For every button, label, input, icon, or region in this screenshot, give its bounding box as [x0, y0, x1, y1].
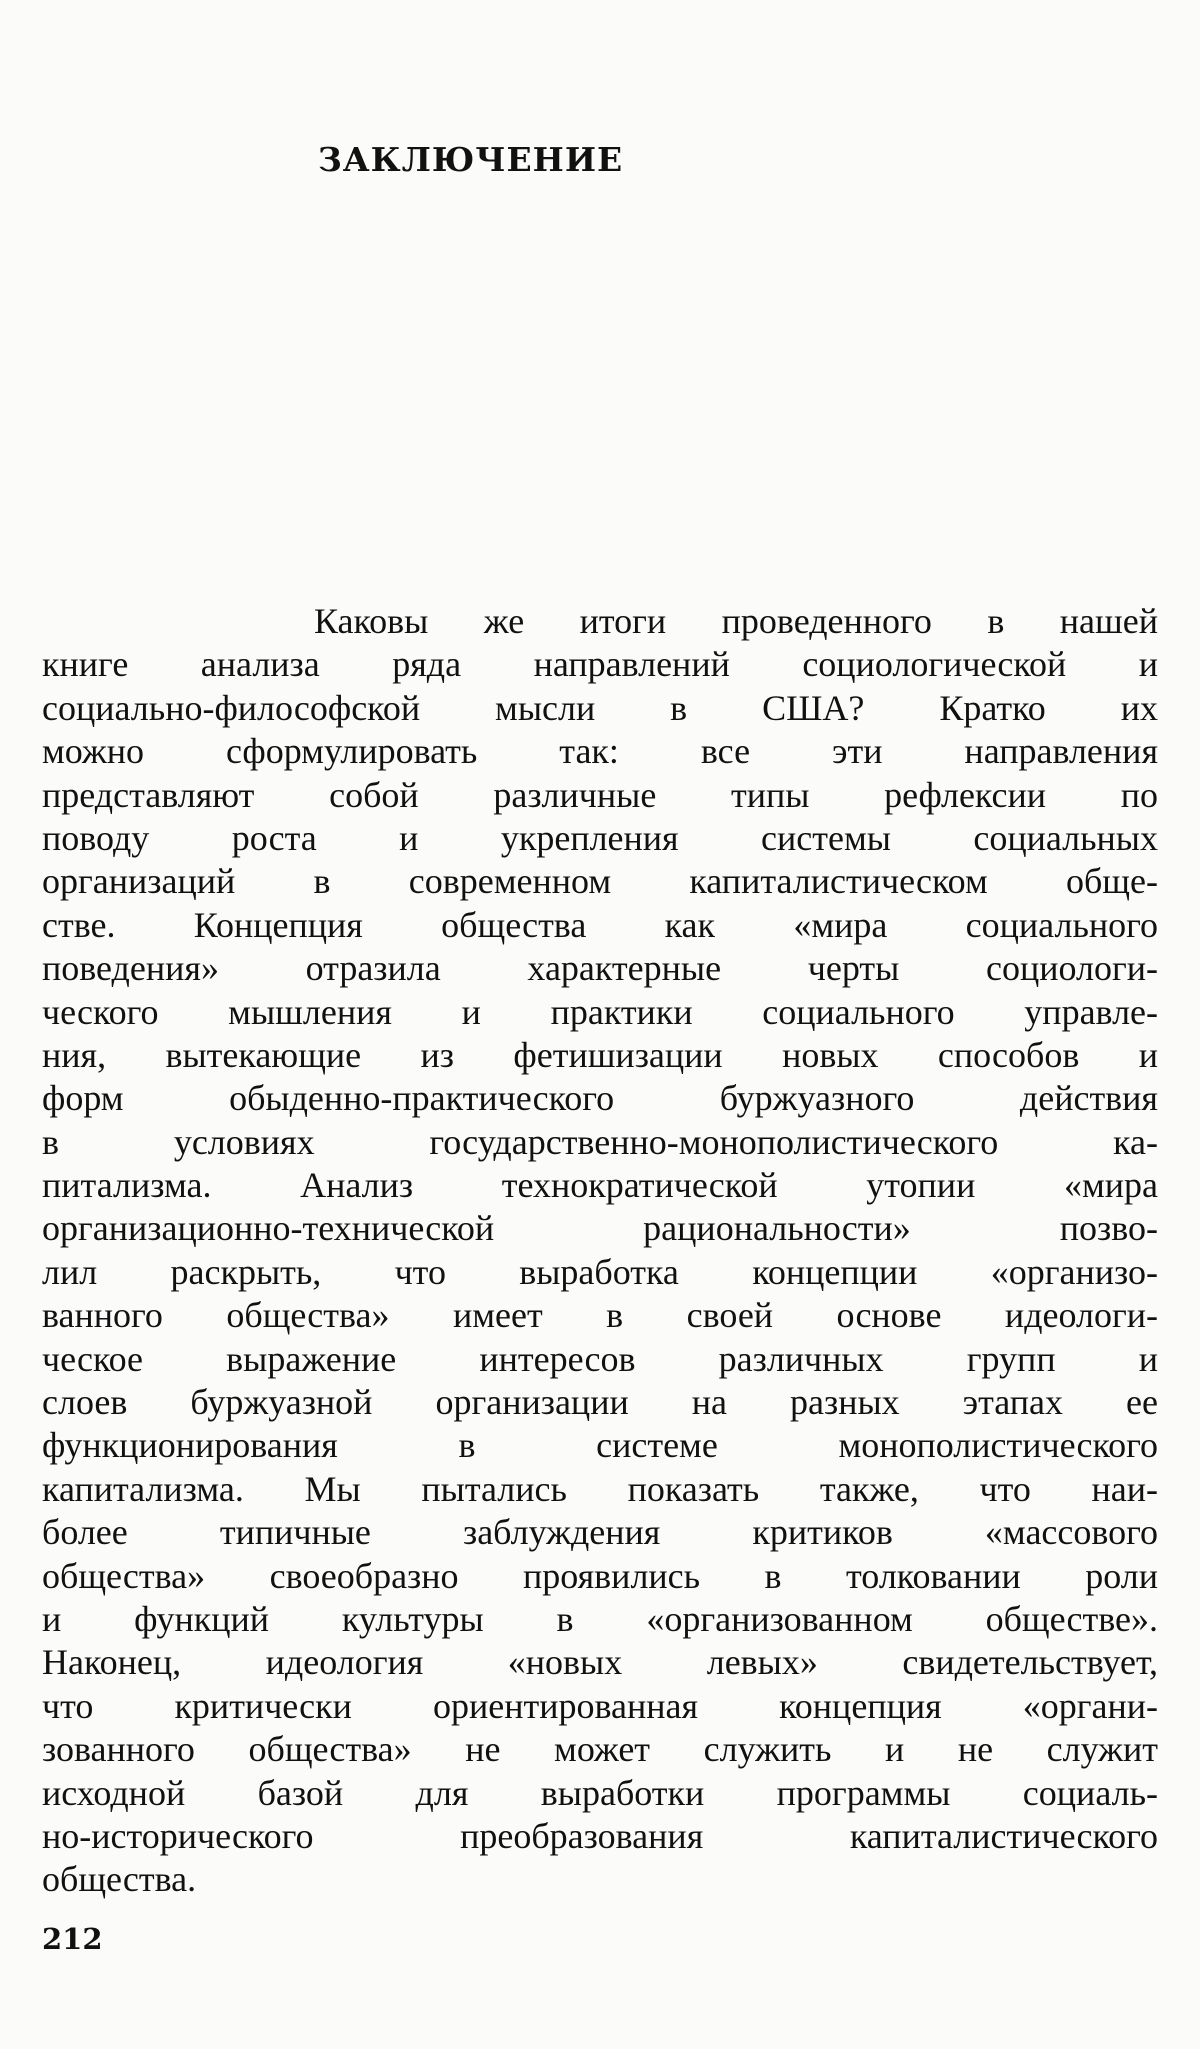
paragraph-line: Наконец, идеология «новых левых» свидетельствует, — [42, 1642, 1158, 1683]
paragraph-line: общества» своеобразно проявились в толковании роли — [42, 1555, 1158, 1596]
paragraph-line: поводу роста и укрепления системы социальных — [42, 817, 1158, 858]
paragraph-line: питализма. Анализ технократической утопии «мира — [42, 1165, 1158, 1206]
chapter-title: ЗАКЛЮЧЕНИЕ — [318, 140, 624, 179]
paragraph-line: поведения» отразила характерные черты социологи- — [42, 948, 1158, 989]
paragraph-line: общества. — [42, 1859, 197, 1900]
paragraph-line: организаций в современном капиталистическом обще- — [42, 861, 1158, 902]
paragraph-line: можно сформулировать так: все эти направления — [42, 731, 1158, 772]
paragraph-line: ческое выражение интересов различных групп и — [42, 1338, 1158, 1379]
paragraph-line: слоев буржуазной организации на разных этапах ее — [42, 1382, 1158, 1423]
paragraph-line: Каковы же итоги проведенного в нашей — [314, 601, 1158, 641]
paragraph-line: ния, вытекающие из фетишизации новых способов и — [42, 1034, 1158, 1075]
paragraph-line: форм обыденно-практического буржуазного действия — [42, 1078, 1158, 1119]
paragraph-line: капитализма. Мы пытались показать также, что наи- — [42, 1468, 1158, 1509]
paragraph-line: в условиях государственно-монополистического ка- — [42, 1121, 1158, 1162]
paragraph-line: и функций культуры в «организованном обществе». — [42, 1598, 1158, 1639]
paragraph-line: стве. Концепция общества как «мира социального — [42, 904, 1158, 945]
paragraph-line: представляют собой различные типы рефлексии по — [42, 774, 1158, 815]
paragraph-line: но-исторического преобразования капиталистического — [42, 1815, 1158, 1856]
paragraph-line: более типичные заблуждения критиков «массового — [42, 1512, 1158, 1553]
paragraph-line: функционирования в системе монополистического — [42, 1425, 1158, 1466]
paragraph-line: ческого мышления и практики социального управле- — [42, 991, 1158, 1032]
paragraph-line: лил раскрыть, что выработка концепции «организо- — [42, 1251, 1158, 1292]
paragraph-line: исходной базой для выработки программы социаль- — [42, 1772, 1158, 1813]
paragraph-line: что критически ориентированная концепция «органи- — [42, 1685, 1158, 1726]
body-paragraph — [42, 600, 1158, 1902]
paragraph-line: социально-философской мысли в США? Кратко их — [42, 687, 1158, 728]
paragraph-line: организационно-технической рациональности» позво- — [42, 1208, 1158, 1249]
page-number: 212 — [42, 1922, 103, 1956]
paragraph-line: ванного общества» имеет в своей основе идеологи- — [42, 1295, 1158, 1336]
paragraph-line: книге анализа ряда направлений социологической и — [42, 644, 1158, 685]
paragraph-line: зованного общества» не может служить и не служит — [42, 1729, 1158, 1770]
